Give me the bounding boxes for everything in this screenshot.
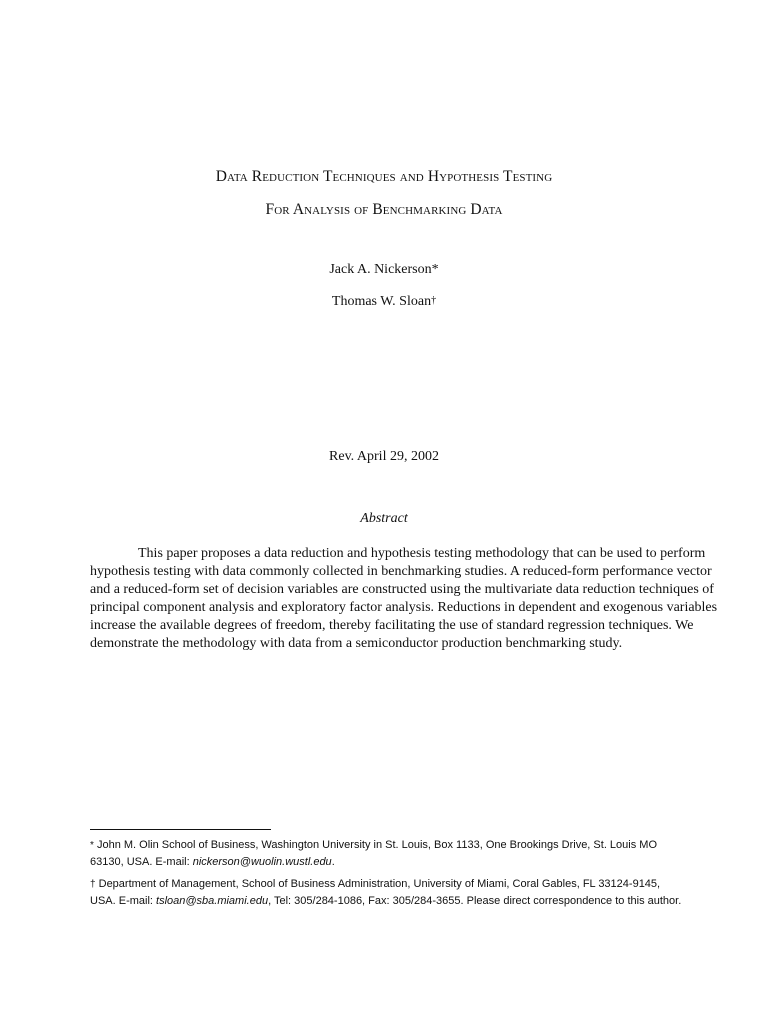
author-name: Thomas W. Sloan — [331, 294, 432, 309]
abstract-body — [90, 545, 720, 653]
abstract-heading: Abstract — [360, 511, 408, 526]
footnote-text: John M. Olin School of Business, Washington University in St. Louis, Box 1133, One Brookings Drive, St. Louis MO 63130, USA. E-mail: — [90, 839, 658, 868]
title-line-1: Data Reduction Techniques and Hypothesis Testing — [215, 168, 553, 185]
author-name: Jack A. Nickerson — [329, 262, 432, 277]
author-mark: † — [431, 295, 437, 306]
author-1 — [0, 262, 768, 278]
footnote-1 — [90, 837, 685, 870]
author-mark: * — [431, 262, 439, 277]
footnote-divider — [90, 829, 271, 830]
footnote-tail: . — [331, 856, 335, 868]
title-line-2: For Analysis of Benchmarking Data — [265, 201, 503, 218]
footnote-mark: * — [90, 840, 94, 851]
footnote-2 — [90, 876, 685, 909]
revision-date: Rev. April 29, 2002 — [329, 449, 439, 464]
footnote-email: nickerson@wuolin.wustl.edu — [192, 856, 332, 868]
footnote-tail: , Tel: 305/284-1086, Fax: 305/284-3655. Please direct correspondence to this author. — [268, 895, 682, 907]
footnote-mark: † — [90, 879, 96, 890]
footnote-text: Department of Management, School of Business Administration, University of Miami, Coral Gables, FL 33124-9145, USA. E-mail: — [90, 878, 661, 907]
author-2 — [0, 294, 768, 310]
footnote-email: tsloan@sba.miami.edu — [156, 895, 269, 907]
abstract-text: This paper proposes a data reduction and hypothesis testing methodology that can be used to perform hypothesis testing with data commonly collected in benchmarking studies. A reduced-form performance vector and a reduced-form set of decision variables are constructed using the multivariate data reduction techniques of principal component analysis and exploratory factor analysis. Reductions in dependent and exogenous variables increase the available degrees of freedom, thereby facilitating the use of standard regression techniques. We demonstrate the methodology with data from a semiconductor production benchmarking study. — [90, 546, 718, 651]
